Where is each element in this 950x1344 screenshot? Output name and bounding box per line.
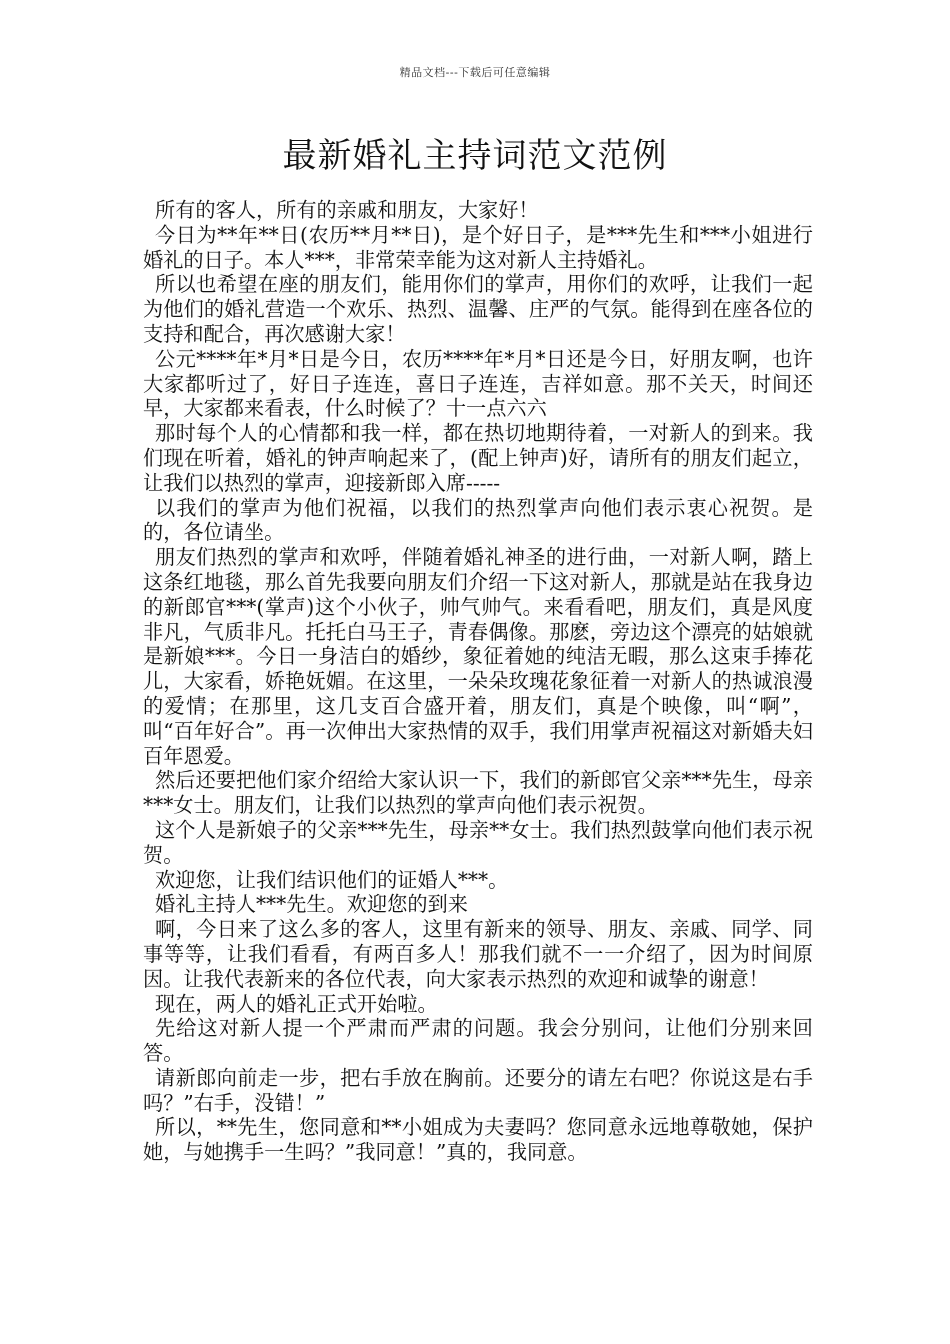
paragraph: 今日为**年**日(农历**月**日)，是个好日子，是***先生和***小姐进行婚礼的日子。本人***，非常荣幸能为这对新人主持婚礼。 — [143, 222, 813, 272]
document-title: 最新婚礼主持词范文范例 — [282, 136, 668, 176]
paragraph: 那时每个人的心情都和我一样，都在热切地期待着，一对新人的到来。我们现在听着，婚礼的钟声响起来了，(配上钟声)好，请所有的朋友们起立，让我们以热烈的掌声，迎接新郎入席----- — [143, 421, 813, 495]
paragraph: 所以也希望在座的朋友们，能用你们的掌声，用你们的欢呼，让我们一起为他们的婚礼营造一个欢乐、热烈、温馨、庄严的气氛。能得到在座各位的支持和配合，再次感谢大家！ — [143, 272, 813, 346]
paragraph: 先给这对新人提一个严肃而严肃的问题。我会分别问，让他们分别来回答。 — [143, 1016, 813, 1066]
document-body — [143, 198, 813, 1165]
header-note: 精品文档---下载后可任意编辑 — [399, 66, 551, 79]
paragraph: 公元****年*月*日是今日，农历****年*月*日还是今日，好朋友啊，也许大家都听过了，好日子连连，喜日子连连，吉祥如意。那不关天，时间还早，大家都来看表，什么时候了？十一点六六 — [143, 346, 813, 421]
paragraph: 所有的客人，所有的亲戚和朋友，大家好！ — [155, 198, 539, 222]
paragraph: 以我们的掌声为他们祝福，以我们的热烈掌声向他们表示衷心祝贺。是的，各位请坐。 — [143, 495, 813, 545]
paragraph: 朋友们热烈的掌声和欢呼，伴随着婚礼神圣的进行曲，一对新人啊，踏上这条红地毯，那么首先我要向朋友们介绍一下这对新人，那就是站在我身边的新郎官***(掌声)这个小伙子，帅气帅气。来看看吧，朋友们，真是风度非凡，气质非凡。托托白马王子，青春偶像。那麽，旁边这个漂亮的姑娘就是新娘***。今日一身洁白的婚纱，象征着她的纯洁无暇，那么这束手捧花儿，大家看，娇艳妩媚。在这里，一朵朵玫瑰花象征着一对新人的热诚浪漫的爱情；在那里，这几支百合盛开着，朋友们，真是个映像，叫“啊”，叫“百年好合”。再一次伸出大家热情的双手，我们用掌声祝福这对新婚夫妇百年恩爱。 — [143, 545, 813, 768]
paragraph: 然后还要把他们家介绍给大家认识一下，我们的新郎官父亲***先生，母亲***女士。朋友们，让我们以热烈的掌声向他们表示祝贺。 — [143, 768, 813, 818]
paragraph: 欢迎您，让我们结识他们的证婚人***。 — [155, 867, 509, 892]
paragraph: 请新郎向前走一步，把右手放在胸前。还要分的请左右吧？你说这是右手吗？”右手，没错！” — [143, 1065, 813, 1115]
paragraph: 啊，今日来了这么多的客人，这里有新来的领导、朋友、亲戚、同学、同事等等，让我们看看，有两百多人！那我们就不一一介绍了，因为时间原因。让我代表新来的各位代表，向大家表示热烈的欢迎和诚挚的谢意！ — [143, 917, 813, 991]
paragraph: 所以，**先生，您同意和**小姐成为夫妻吗？您同意永远地尊敬她，保护她，与她携手一生吗？”我同意！”真的，我同意。 — [143, 1115, 813, 1165]
paragraph: 这个人是新娘子的父亲***先生，母亲**女士。我们热烈鼓掌向他们表示祝贺。 — [143, 817, 813, 867]
paragraph: 现在，两人的婚礼正式开始啦。 — [155, 991, 438, 1016]
paragraph: 婚礼主持人***先生。欢迎您的到来 — [155, 892, 468, 917]
